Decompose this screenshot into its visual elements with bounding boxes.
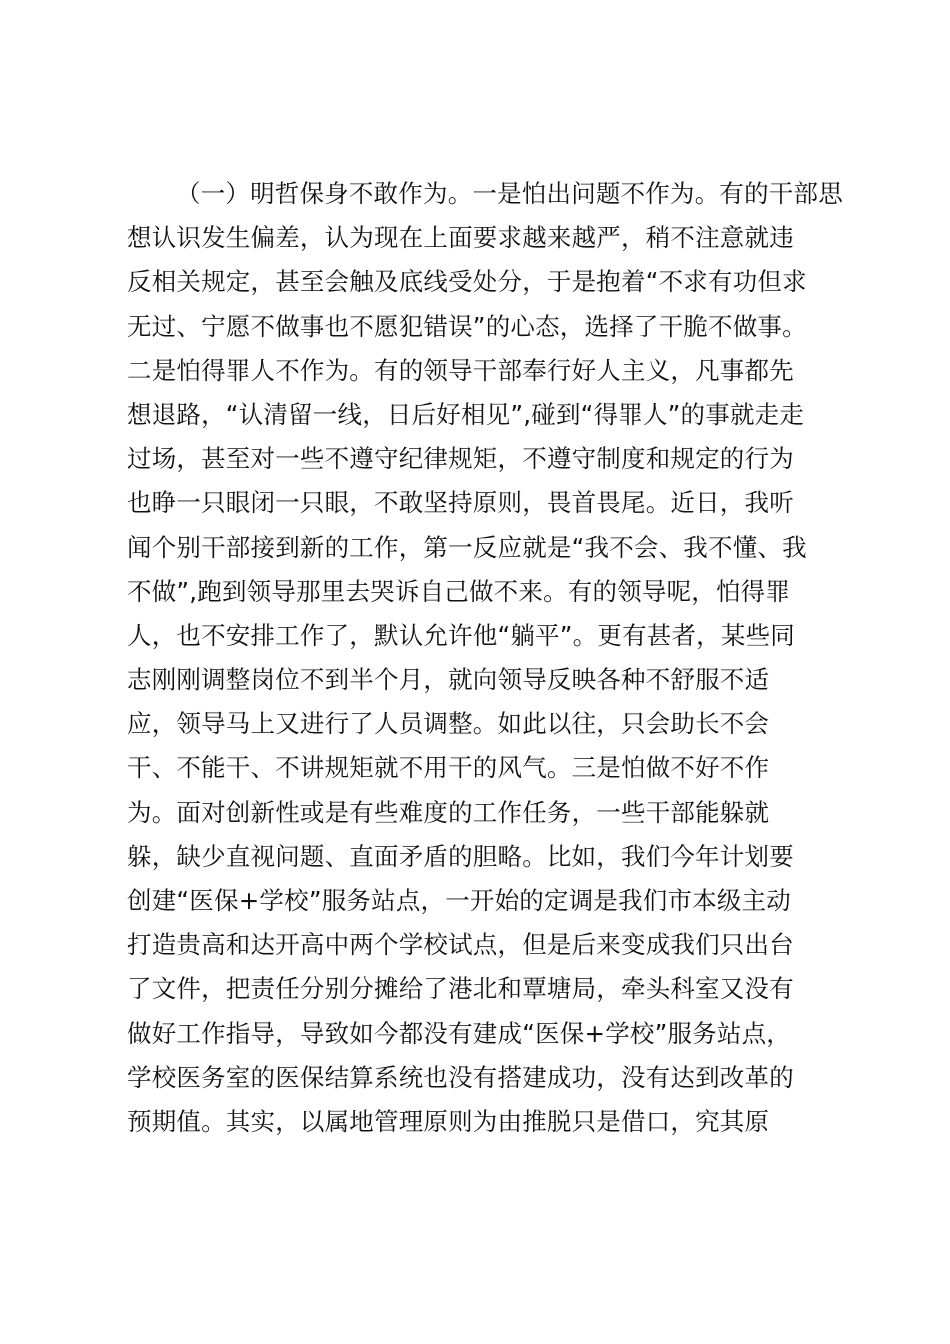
paragraph-line: 也睁一只眼闭一只眼，不敢坚持原则，畏首畏尾。近日，我听 bbox=[127, 488, 794, 518]
paragraph-line: 志刚刚调整岗位不到半个月，就向领导反映各种不舒服不适 bbox=[127, 665, 770, 695]
paragraph-line: 应，领导马上又进行了人员调整。如此以往，只会助长不会 bbox=[127, 709, 770, 739]
paragraph-line: 想认识发生偏差，认为现在上面要求越来越严，稍不注意就违 bbox=[127, 223, 794, 253]
body-paragraph bbox=[127, 172, 847, 1144]
paragraph-line: 做好工作指导，导致如今都没有建成“医保+学校”服务站点， bbox=[127, 1018, 792, 1048]
paragraph-line: 想退路，“认清留一线，日后好相见”,碰到“得罪人”的事就走走 bbox=[127, 399, 805, 429]
paragraph-line: 干、不能干、不讲规矩就不用干的风气。三是怕做不好不作 bbox=[127, 753, 770, 783]
paragraph-line: 人，也不安排工作了，默认允许他“躺平”。更有甚者，某些同 bbox=[127, 620, 795, 650]
paragraph-line: 不做”,跑到领导那里去哭诉自己做不来。有的领导呢，怕得罪 bbox=[127, 576, 791, 606]
paragraph-line: 为。面对创新性或是有些难度的工作任务，一些干部能躲就 bbox=[127, 797, 770, 827]
paragraph-line: 了文件，把责任分别分摊给了港北和覃塘局，牵头科室又没有 bbox=[127, 974, 794, 1004]
paragraph-line: 预期值。其实，以属地管理原则为由推脱只是借口，究其原 bbox=[127, 1106, 770, 1136]
paragraph-line: 闻个别干部接到新的工作，第一反应就是“我不会、我不懂、我 bbox=[127, 532, 807, 562]
paragraph-line: 打造贵高和达开高中两个学校试点，但是后来变成我们只出台 bbox=[127, 930, 794, 960]
paragraph-line: 反相关规定，甚至会触及底线受处分，于是抱着“不求有功但求 bbox=[127, 267, 807, 297]
paragraph-line: 躲，缺少直视问题、直面矛盾的胆略。比如，我们今年计划要 bbox=[127, 841, 794, 871]
paragraph-line: 无过、宁愿不做事也不愿犯错误”的心态，选择了干脆不做事。 bbox=[127, 311, 807, 341]
paragraph-line: 创建“医保+学校”服务站点，一开始的定调是我们市本级主动 bbox=[127, 886, 792, 915]
paragraph-line: （一）明哲保身不敢作为。一是怕出问题不作为。有的干部思 bbox=[176, 179, 843, 208]
paragraph-line: 过场，甚至对一些不遵守纪律规矩，不遵守制度和规定的行为 bbox=[127, 444, 794, 474]
paragraph-line: 二是怕得罪人不作为。有的领导干部奉行好人主义，凡事都先 bbox=[127, 355, 794, 385]
paragraph-line: 学校医务室的医保结算系统也没有搭建成功，没有达到改革的 bbox=[127, 1062, 794, 1092]
